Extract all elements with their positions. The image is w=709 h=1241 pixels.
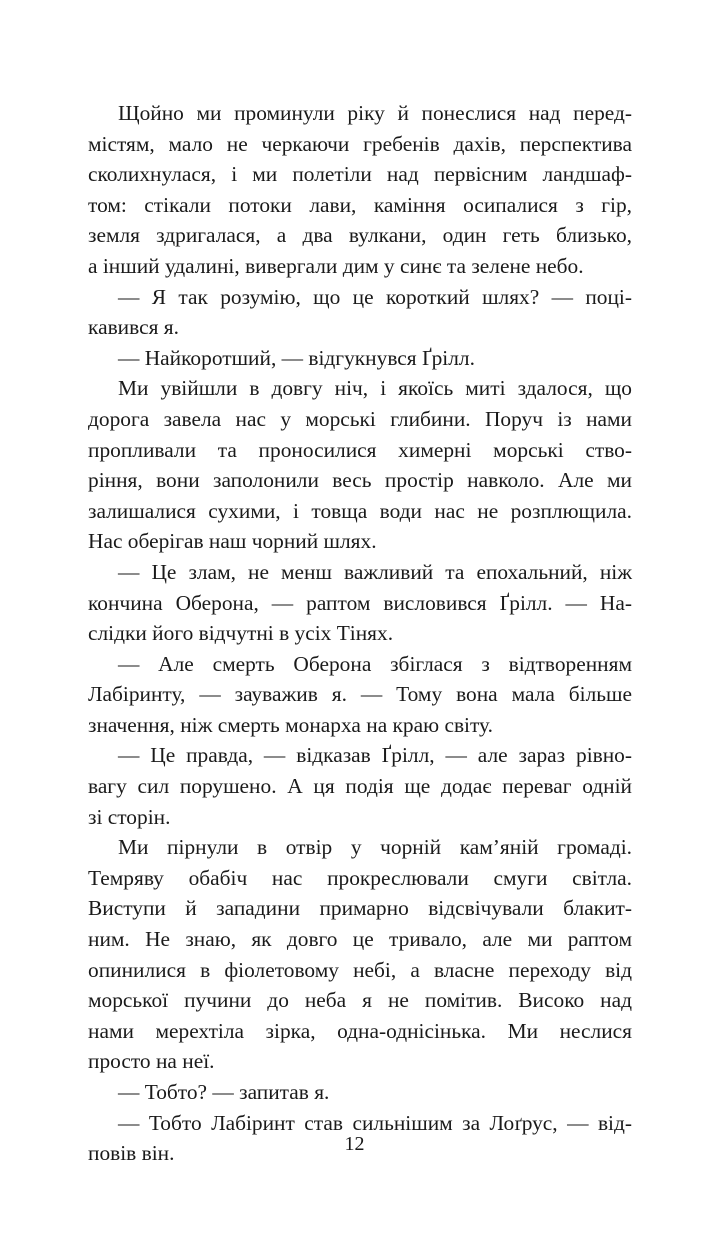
text-line: Лабіринту, — зауважив я. — Тому вона мала більше bbox=[88, 682, 632, 707]
text-line: Темряву обабіч нас прокреслювали смуги світла. bbox=[88, 865, 632, 890]
text-line: кончина Оберона, — раптом висловився Ґрілл. — На- bbox=[88, 590, 632, 615]
text-line: сколихнулася, і ми полетіли над первісним ландшаф- bbox=[88, 162, 632, 187]
text-line: просто на неї. bbox=[88, 1049, 215, 1074]
text-line: — Найкоротший, — відгукнувся Ґрілл. bbox=[118, 345, 475, 370]
text-line: — Тобто Лабіринт став сильнішим за Лоґрус, — від- bbox=[118, 1110, 632, 1135]
text-line: опинилися в фіолетовому небі, а власне переходу від bbox=[88, 957, 632, 982]
text-line: том: стікали потоки лави, каміння осипалися з гір, bbox=[88, 192, 632, 217]
text-line: нами мерехтіла зірка, одна-однісінька. Ми неслися bbox=[88, 1018, 632, 1043]
body-text bbox=[88, 98, 632, 1169]
text-line: ріння, вони заполонили весь простір навколо. Але ми bbox=[88, 468, 632, 493]
text-line: — Тобто? — запитав я. bbox=[118, 1080, 330, 1104]
text-line: містям, мало не черкаючи гребенів дахів, перспектива bbox=[88, 131, 632, 156]
text-line: — Це злам, не менш важливий та епохальний, ніж bbox=[118, 559, 632, 584]
text-line: значення, ніж смерть монарха на краю світу. bbox=[88, 712, 493, 737]
text-line: Виступи й западини примарно відсвічували блакит- bbox=[88, 896, 632, 921]
text-line: земля здригалася, а два вулкани, один геть близько, bbox=[88, 223, 632, 248]
text-line: Нас оберігав наш чорний шлях. bbox=[88, 529, 377, 554]
text-line: — Я так розумію, що це короткий шлях? — поці- bbox=[118, 284, 632, 309]
text-line: вагу сил порушено. А ця подія ще додає переваг одній bbox=[88, 774, 632, 799]
text-line: зі сторін. bbox=[88, 804, 171, 829]
text-line: — Але смерть Оберона збіглася з відтворенням bbox=[118, 651, 632, 676]
text-line: Ми увійшли в довгу ніч, і якоїсь миті здалося, що bbox=[118, 376, 632, 401]
text-line: повів він. bbox=[88, 1141, 175, 1166]
text-line: кавився я. bbox=[88, 315, 179, 340]
text-line: слідки його відчутні в усіх Тінях. bbox=[88, 621, 394, 646]
text-line: — Це правда, — відказав Ґрілл, — але зараз рівно- bbox=[118, 743, 632, 768]
text-line: залишалися сухими, і товща води нас не розплющила. bbox=[88, 498, 632, 523]
page-number: 12 bbox=[344, 1133, 365, 1155]
text-line: пропливали та проносилися химерні морські ство- bbox=[88, 437, 632, 462]
text-line: ним. Не знаю, як довго це тривало, але ми раптом bbox=[88, 927, 632, 952]
text-line: а інший удалині, вивергали дим у синє та зелене небо. bbox=[88, 253, 584, 278]
text-line: морської пучини до неба я не помітив. Високо над bbox=[88, 988, 632, 1013]
text-line: Щойно ми проминули ріку й понеслися над перед- bbox=[118, 101, 632, 125]
text-line: Ми пірнули в отвір у чорній кам’яній громаді. bbox=[118, 835, 632, 860]
text-line: дорога завела нас у морські глибини. Поруч із нами bbox=[88, 406, 632, 431]
